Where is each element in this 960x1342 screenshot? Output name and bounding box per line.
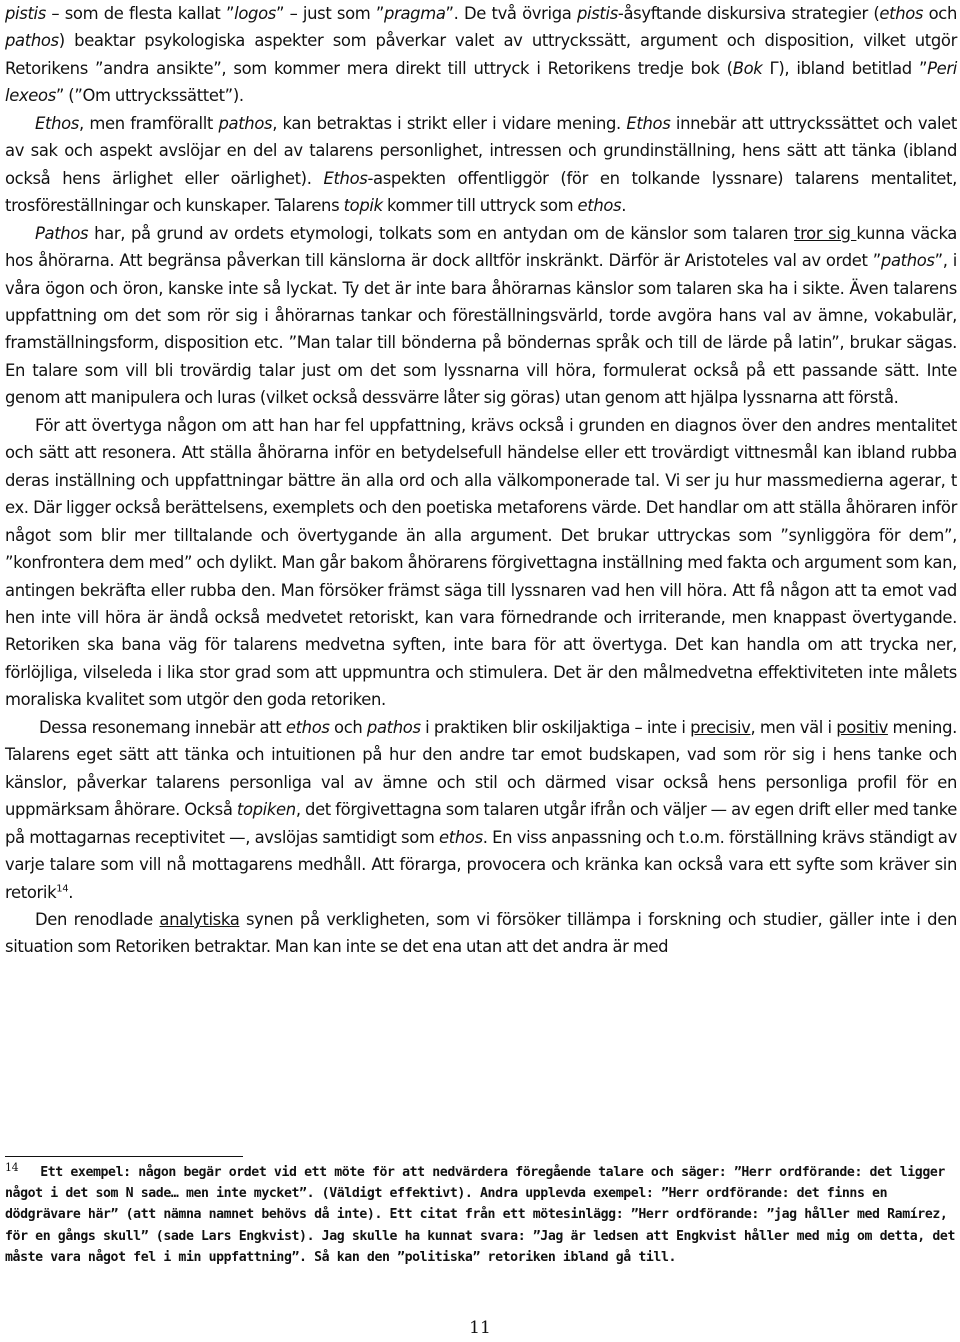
paragraph [5,906,957,961]
italic-term: ethos [285,717,330,737]
paragraph [5,714,957,906]
paragraph [5,220,957,412]
footnote [5,1162,955,1268]
text-run: och [329,717,367,737]
text-run: . [68,882,74,902]
italic-term: pistis [576,4,618,23]
italic-term: Peri lexeos [5,58,957,106]
italic-term: topiken [236,800,296,820]
text-run: -åsyftande diskursiva strategier ( [617,4,880,23]
paragraph [5,0,957,110]
text-run: , kan betraktas i strikt eller i vidare mening. [272,113,627,133]
footnote-reference: 14 [56,883,69,895]
italic-term: pathos [218,113,273,133]
italic-term: pistis [5,4,46,23]
text-run: och [923,4,957,23]
text-run: synen på verkligheten, som vi försöker tillämpa i forskning och studier, gäller inte i den situation som Retoriken betraktar. Man kan inte se det ena utan att det andra är med [5,909,957,957]
text-run: kunna väcka hos åhörarna. Att begränsa påverkan till känslorna är dock alltför inskränkt. Därför är Aristoteles val av ordet ” [5,223,958,271]
italic-term: Ethos [323,168,368,188]
underlined-term: positiv [836,717,888,737]
footnote-separator [5,1156,243,1157]
text-run: Den renodlade [35,909,160,929]
italic-term: topik [343,196,383,216]
italic-term: Pathos [35,223,89,243]
footnote-text: Ett exempel: någon begär ordet vid ett möte för att nedvärdera föregående talare och säger: ”Herr ordförande: det ligger något i det som N sade… men inte mycket”. (Väldigt effektivt). Andra upplevda exempel: ”Herr ordförande: det finns en dödgrävare här” (att nämna namnet behövs då inte). Ett citat från ett mötesinlägg: ”Herr ordförande: ”jag håller med Ramírez, för en gångs skull” (sade Lars Engkvist). Jag skulle ha kunnat svara: ”Jag är ledsen att Engkvist håller med mig om detta, det måste vara något fel i min uppfattning”. Så kan den ”politiska” retoriken ibland gå till. [5,1165,955,1265]
text-run: För att övertyga någon om att han har fel uppfattning, krävs också i grunden en diagnos över den andres mentalitet och sätt att resonera. Att ställa åhörarna inför en betydelsefull händelse eller ett trovärdigt vittnesmål kan ibland rubba deras inställning och uppfattningar bättre än alla ord och alla välkomponerade tal. Vi ser ju hur massmedierna agerar, t ex. Där ligger också berättelsens, exemplets och den poetiska metaforens värde. Det handlar om att ställa åhöraren inför något som blir mer tilltalande och övertygande än alla argument. Det brukar uttryckas som ”synliggöra för dem”, ”konfrontera dem med” och dylikt. Man går bakom åhörarens förgivettagna inställning med fakta och argument som kan, antingen bekräfta eller rubba den. Man försöker främst säga till lyssnaren vad hen vill höra. Att få någon att ta emot vad hen inte vill höra är ändå också medvetet retoriskt, kan vara förnedrande och irriterande, men knappast övertygande. Retoriken ska bana väg för talarens medvetna syften, inte bara för att övertyga. Det kan handla om att trycka ner, förlöjliga, vilseleda i lika stor grad som att uppmuntra och stimulera. Det är den målmedvetna effektiviteten inte målets moraliska kvalitet som utgör den goda retoriken. [5,415,957,710]
footnote-number: 14 [5,1160,19,1174]
text-run: ” – just som ” [275,4,385,23]
text-run: mening. Talarens eget sätt att tänka och intuitionen på hur den andre tar emot budskapen, vad som rör sig i hens tanke och känslor, påverkar talarens personliga val av ämne och stil och därmed visar också hens personliga profil för en uppmärksam åhörare. Också [5,717,957,820]
text-run: ”. De två övriga [445,4,577,23]
italic-term: ethos [577,196,622,216]
text-run: ”, i våra ögon och öron, kanske inte så lyckat. Ty det är inte bara åhörarnas känslor som talaren ska ha i sikte. Även talarens uppfattning om det som rör sig i åhörarnas tankar och föreställningsvärld, torde avgöra hans val av ämne, vokabulär, framställningsform, disposition etc. ”Man talar till bönderna på böndernas språk och till de lärde på latin”, brukar sägas. En talare som vill bli trovärdig talar just om det som lyssnarna vill höra, formulerat också på ett passande sätt. Inte genom att manipulera och luras (vilket också dessvärre låter sig göras) utan genom att hjälpa lyssnarna att förstå. [5,251,957,408]
italic-term: Ethos [626,113,671,133]
text-run: -aspekten offentliggör (för en tolkande lyssnare) talarens mentalitet, trosföreställningar och kunskaper. Talarens [5,168,957,216]
text-run: har, på grund av ordets etymologi, tolkats som en antydan om de känslor som talaren [88,223,795,243]
text-run: ) beaktar psykologiska aspekter som påverkar valet av uttryckssätt, argument och disposition, vilket utgör Retorikens ”andra ansikte”, som kommer mera direkt till uttryck i Retorikens tredje bok ( [5,31,957,78]
page-number: 11 [469,1318,491,1338]
underlined-term: precisiv [690,717,751,737]
text-run: ” (”Om uttryckssättet”). [55,86,244,106]
text-run: kommer till uttryck som [382,196,578,216]
underlined-term: tror sig [794,223,857,243]
italic-term: logos [234,4,276,23]
italic-term: pathos [880,251,935,271]
text-run: Γ), ibland betitlad ” [762,58,928,78]
text-run: , det förgivettagna som talaren utgår ifrån och väljer — av egen drift eller med tanke på mottagarnas receptivitet —, avslöjas samtidigt som [5,800,957,847]
italic-term: Ethos [35,113,79,133]
italic-term: pathos [366,717,421,737]
underlined-term: analytiska [159,909,240,929]
text-run: – som de flesta kallat ” [45,4,235,23]
text-run: innebär att uttryckssättet och valet av sak och aspekt avslöjar en del av talarens personlighet, intressen och grundinställning, hens sätt att tänka (ibland också hens ärlighet eller oärlighet). [5,113,957,188]
body-text [5,0,957,961]
text-run: . [621,196,627,216]
italic-term: pragma [384,4,446,23]
paragraph [5,412,957,714]
italic-term: ethos [879,4,924,23]
italic-term: Bok [732,58,763,78]
text-run: i praktiken blir oskiljaktiga – inte i [420,717,691,737]
paragraph [5,110,957,220]
text-run: , men väl i [750,717,837,737]
text-run: . En viss anpassning och t.o.m. förställning krävs ständigt av varje talare som vill nå mottagarens medhåll. Att förarga, provocera och kränka kan också vara ett syfte som kräver sin retorik [5,827,957,902]
text-run: , men framförallt [79,113,219,133]
text-run: Dessa resonemang innebär att [39,717,286,737]
italic-term: ethos [439,827,483,847]
italic-term: pathos [5,31,59,51]
